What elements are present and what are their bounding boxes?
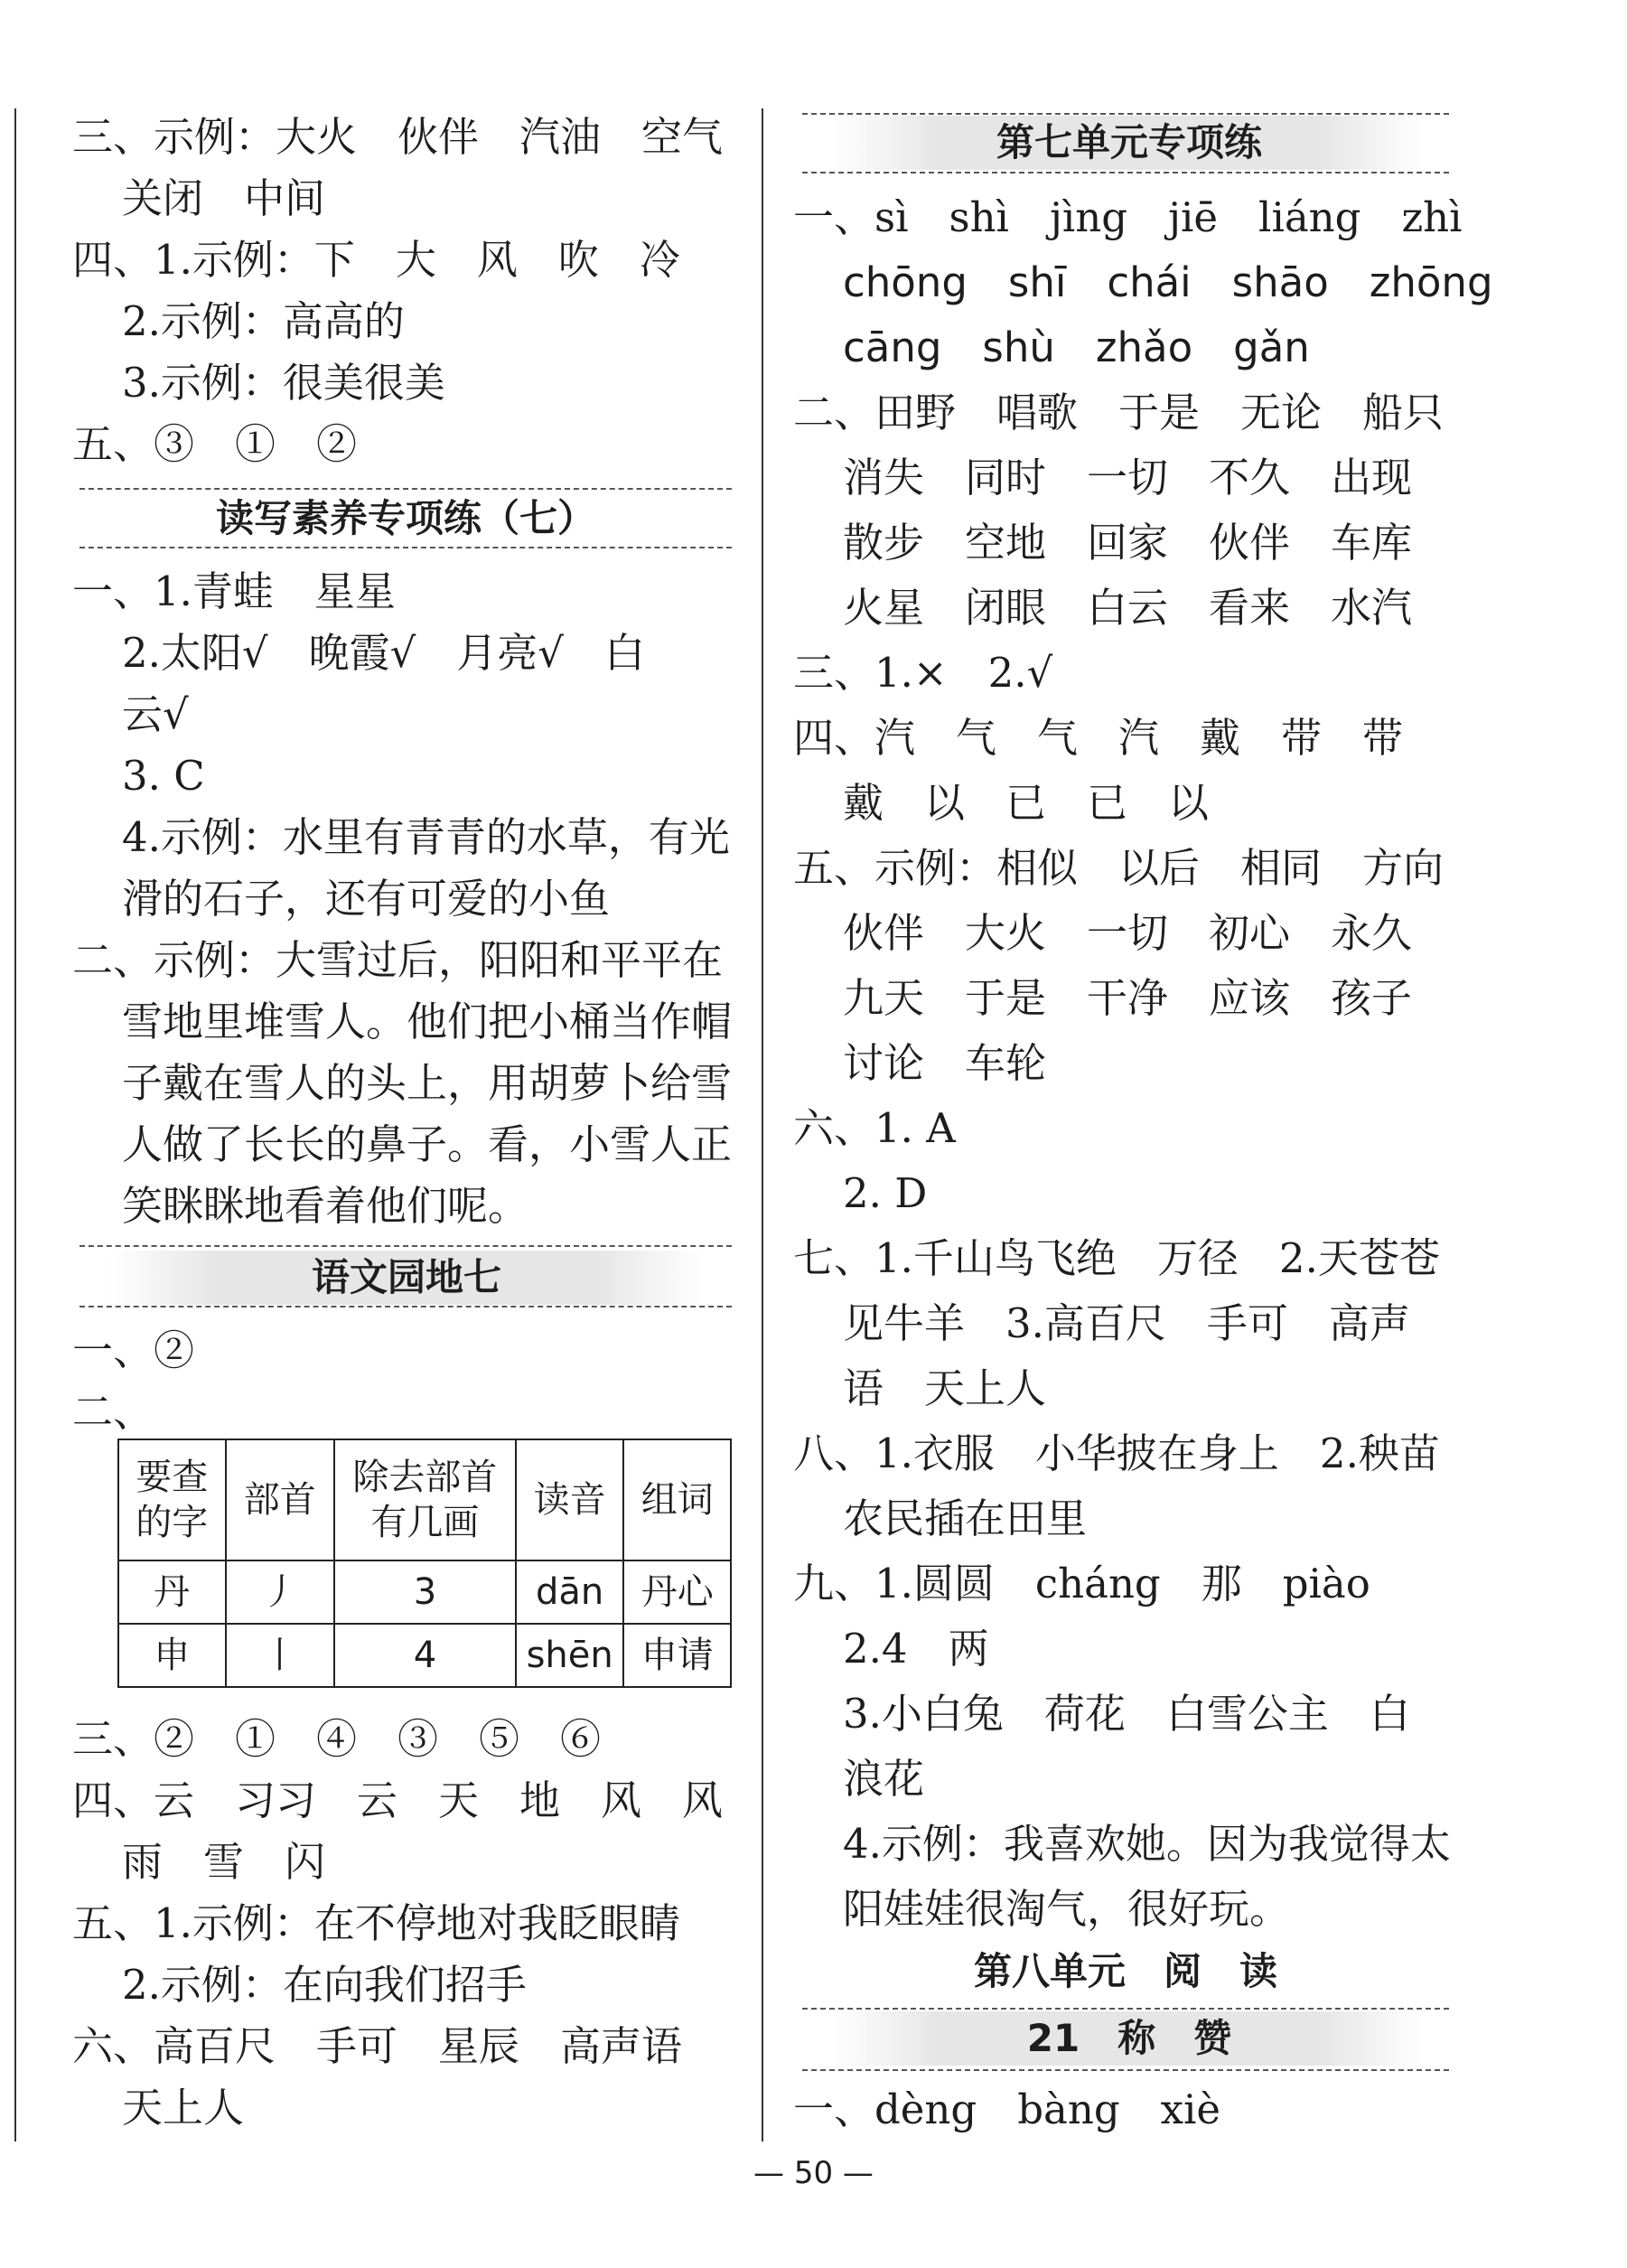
section-divider — [79, 1245, 732, 1247]
answer-line: 九、1.圆圆 cháng 那 piào — [793, 1560, 1370, 1607]
page-number: — 50 — — [753, 2155, 874, 2191]
answer-line: 三、示例：大火 伙伴 汽油 空气 — [72, 113, 724, 161]
answer-line: 一、sì shì jìng jiē liáng zhì — [793, 193, 1463, 241]
table-header-text: 的字 — [136, 1502, 209, 1543]
section-heading: 语文园地七 — [108, 1251, 705, 1305]
answer-line: 五、示例：相似 以后 相同 方向 — [793, 844, 1445, 892]
answer-line: 伙伴 大火 一切 初心 永久 — [843, 909, 1413, 957]
section-divider — [802, 2008, 1449, 2010]
table-row — [118, 1560, 731, 1624]
answer-line: 一、1.青蛙 星星 — [72, 567, 396, 615]
answer-line: 七、1.千山鸟飞绝 万径 2.天苍苍 — [793, 1234, 1440, 1282]
dictionary-lookup-table — [117, 1439, 732, 1688]
answer-line: 六、1. A — [793, 1104, 956, 1152]
answer-line: 一、② — [72, 1326, 195, 1374]
answer-line: 人做了长长的鼻子。看，小雪人正 — [122, 1120, 733, 1168]
answer-line: 语 天上人 — [843, 1364, 1047, 1412]
answer-line: 农民插在田里 — [843, 1495, 1088, 1542]
section-divider — [79, 1306, 732, 1307]
answer-line: 云√ — [122, 690, 189, 738]
section-heading: 第七单元专项练 — [831, 116, 1427, 170]
table-cell: 丹 — [118, 1560, 226, 1624]
table-cell: 丹心 — [623, 1560, 731, 1624]
table-cell: 申请 — [623, 1624, 731, 1687]
answer-line: 四、1.示例：下 大 风 吹 冷 — [72, 236, 680, 284]
answer-line: 滑的石子，还有可爱的小鱼 — [122, 875, 611, 923]
answer-line: 散步 空地 回家 伙伴 车库 — [843, 519, 1413, 567]
section-divider — [79, 547, 732, 548]
answer-line: 六、高百尺 手可 星辰 高声语 — [72, 2022, 683, 2070]
table-header — [334, 1439, 516, 1560]
answer-line: 见牛羊 3.高百尺 手可 高声 — [843, 1299, 1410, 1347]
answer-line: 五、③ ① ② — [72, 420, 358, 468]
answer-line: 一、dèng bàng xiè — [793, 2085, 1221, 2133]
center-column-rule — [762, 108, 763, 2141]
answer-line: 二、田野 唱歌 于是 无论 船只 — [793, 389, 1445, 436]
answer-line: 笑眯眯地看着他们呢。 — [122, 1182, 529, 1230]
table-header-text: 有几画 — [370, 1502, 480, 1543]
answer-line: 九天 于是 干净 应该 孩子 — [843, 974, 1413, 1022]
answer-line: 关闭 中间 — [122, 174, 326, 222]
table-header-text: 要查 — [136, 1457, 209, 1498]
answer-line: 火星 闭眼 白云 看来 水汽 — [843, 584, 1413, 632]
answer-line: 三、② ① ④ ③ ⑤ ⑥ — [72, 1715, 602, 1763]
table-cell: 丿 — [226, 1560, 334, 1624]
answer-line: 2.4 两 — [843, 1625, 989, 1673]
section-heading: 读写素养专项练（七） — [215, 496, 595, 540]
section-divider — [79, 488, 732, 490]
answer-line: 4.示例：水里有青青的水草，有光 — [122, 813, 730, 861]
table-cell: dān — [516, 1560, 624, 1624]
answer-line: 2.示例：高高的 — [122, 297, 405, 345]
answer-line: 子戴在雪人的头上，用胡萝卜给雪 — [122, 1059, 733, 1107]
answer-line: 三、1.× 2.√ — [793, 649, 1053, 697]
table-header: 读音 — [516, 1439, 624, 1560]
answer-line: 八、1.衣服 小华披在身上 2.秧苗 — [793, 1429, 1440, 1477]
section-divider — [802, 113, 1449, 115]
answer-line: 3. C — [122, 752, 205, 800]
answer-line: chōng shī chái shāo zhōng — [843, 258, 1493, 306]
answer-line: 4.示例：我喜欢她。因为我觉得太 — [843, 1820, 1451, 1868]
table-cell: shēn — [516, 1624, 624, 1687]
answer-line: 讨论 车轮 — [843, 1039, 1047, 1087]
table-header: 组词 — [623, 1439, 731, 1560]
answer-line: 2.太阳√ 晚霞√ 月亮√ 白 — [122, 629, 645, 677]
table-cell: 3 — [334, 1560, 516, 1624]
table-cell: 申 — [118, 1624, 226, 1687]
answer-line: 消失 同时 一切 不久 出现 — [843, 454, 1413, 501]
answer-line: 2. D — [843, 1169, 928, 1217]
table-header: 部首 — [226, 1439, 334, 1560]
section-divider — [802, 2069, 1449, 2071]
table-header — [118, 1439, 226, 1560]
answer-line: 3.小白兔 荷花 白雪公主 白 — [843, 1690, 1410, 1738]
answer-line: 天上人 — [122, 2084, 245, 2132]
answer-line: 二、示例：大雪过后，阳阳和平平在 — [72, 936, 724, 984]
table-cell: 4 — [334, 1624, 516, 1687]
section-divider — [802, 172, 1449, 173]
answer-line: 3.示例：很美很美 — [122, 359, 445, 407]
lesson-heading: 21 称 赞 — [831, 2011, 1427, 2066]
answer-line: 五、1.示例：在不停地对我眨眼睛 — [72, 1899, 680, 1947]
left-margin-rule — [14, 108, 16, 2141]
answer-line: 四、汽 气 气 汽 戴 带 带 — [793, 714, 1404, 762]
answer-line: 阳娃娃很淘气，很好玩。 — [843, 1885, 1291, 1933]
table-header-text: 除去部首 — [352, 1457, 498, 1498]
answer-line: 浪花 — [843, 1755, 925, 1803]
table-cell: 丨 — [226, 1624, 334, 1687]
answer-line: 雨 雪 闪 — [122, 1838, 326, 1886]
table-row — [118, 1624, 731, 1687]
unit-heading: 第八单元 阅 读 — [973, 1949, 1277, 1993]
answer-line: 雪地里堆雪人。他们把小桶当作帽 — [122, 998, 733, 1045]
answer-line: 戴 以 已 已 以 — [843, 779, 1210, 827]
answer-line: 2.示例：在向我们招手 — [122, 1961, 527, 2009]
answer-line: 二、 — [72, 1388, 154, 1436]
answer-line: 四、云 习习 云 天 地 风 风 — [72, 1776, 724, 1824]
answer-line: cāng shù zhǎo gǎn — [843, 323, 1310, 371]
